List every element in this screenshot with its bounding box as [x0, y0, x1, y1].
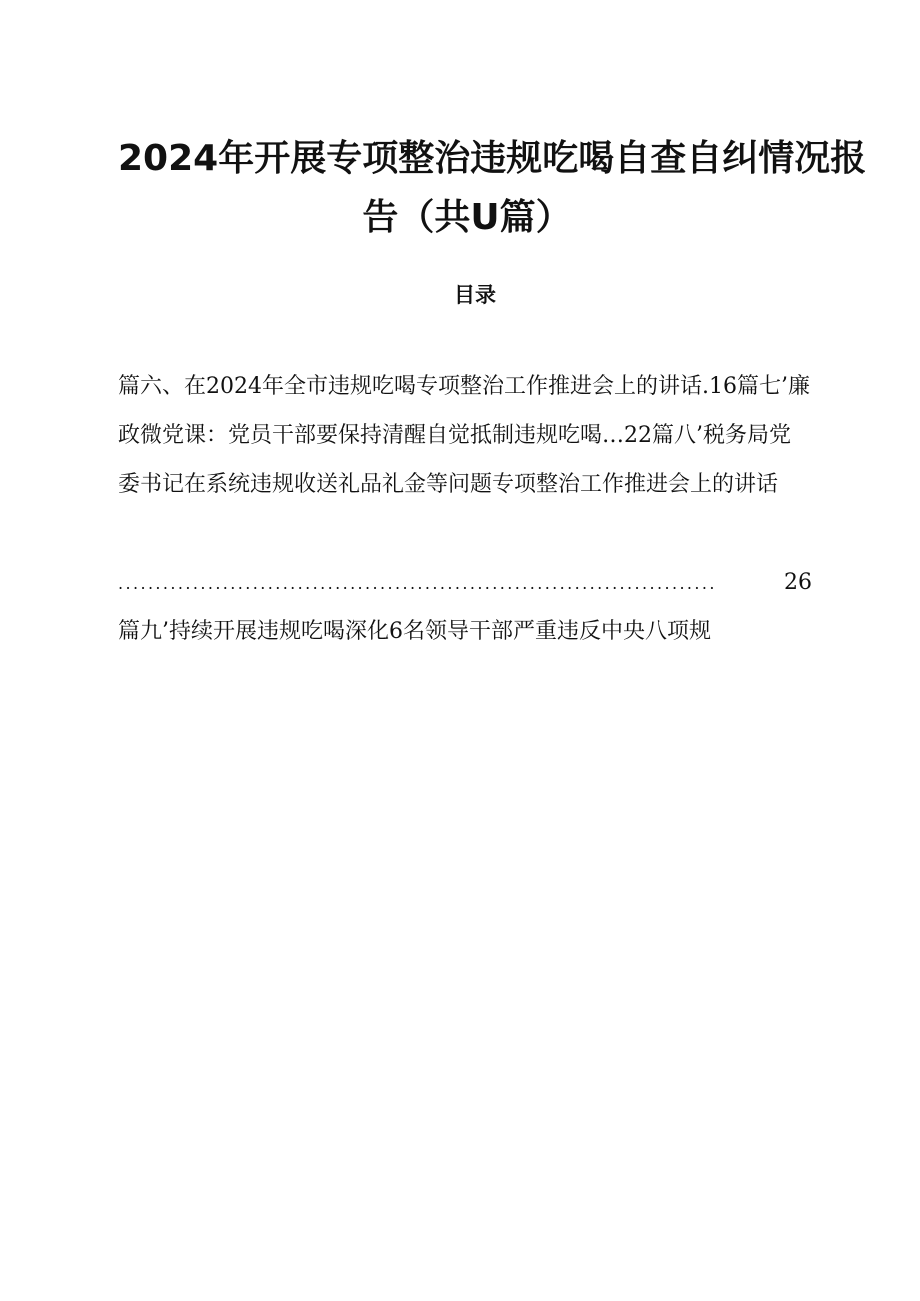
toc-heading: 目录	[454, 283, 496, 307]
toc-entry-line: 篇九’持续开展违规吃喝深化6名领导干部严重违反中央八项规	[118, 619, 711, 644]
toc-dot-leader: ................................................................................	[118, 574, 717, 593]
toc-entry-line: 委书记在系统违规收送礼品礼金等问题专项整治工作推进会上的讲话	[118, 472, 779, 497]
toc-entry-line: 政微党课：党员干部要保持清醒自觉抵制违规吃喝…22篇八’税务局党	[118, 423, 791, 448]
toc-entry-line: 篇六、在2024年全市违规吃喝专项整治工作推进会上的讲话.16篇七’廉	[118, 374, 810, 399]
toc-leader-line	[118, 568, 812, 598]
document-title-line-1: 2024年开展专项整治违规吃喝自查自纠情况报	[118, 138, 867, 179]
toc-page-number: 26	[784, 570, 812, 595]
document-title-line-2: 告（共U篇）	[362, 197, 572, 238]
